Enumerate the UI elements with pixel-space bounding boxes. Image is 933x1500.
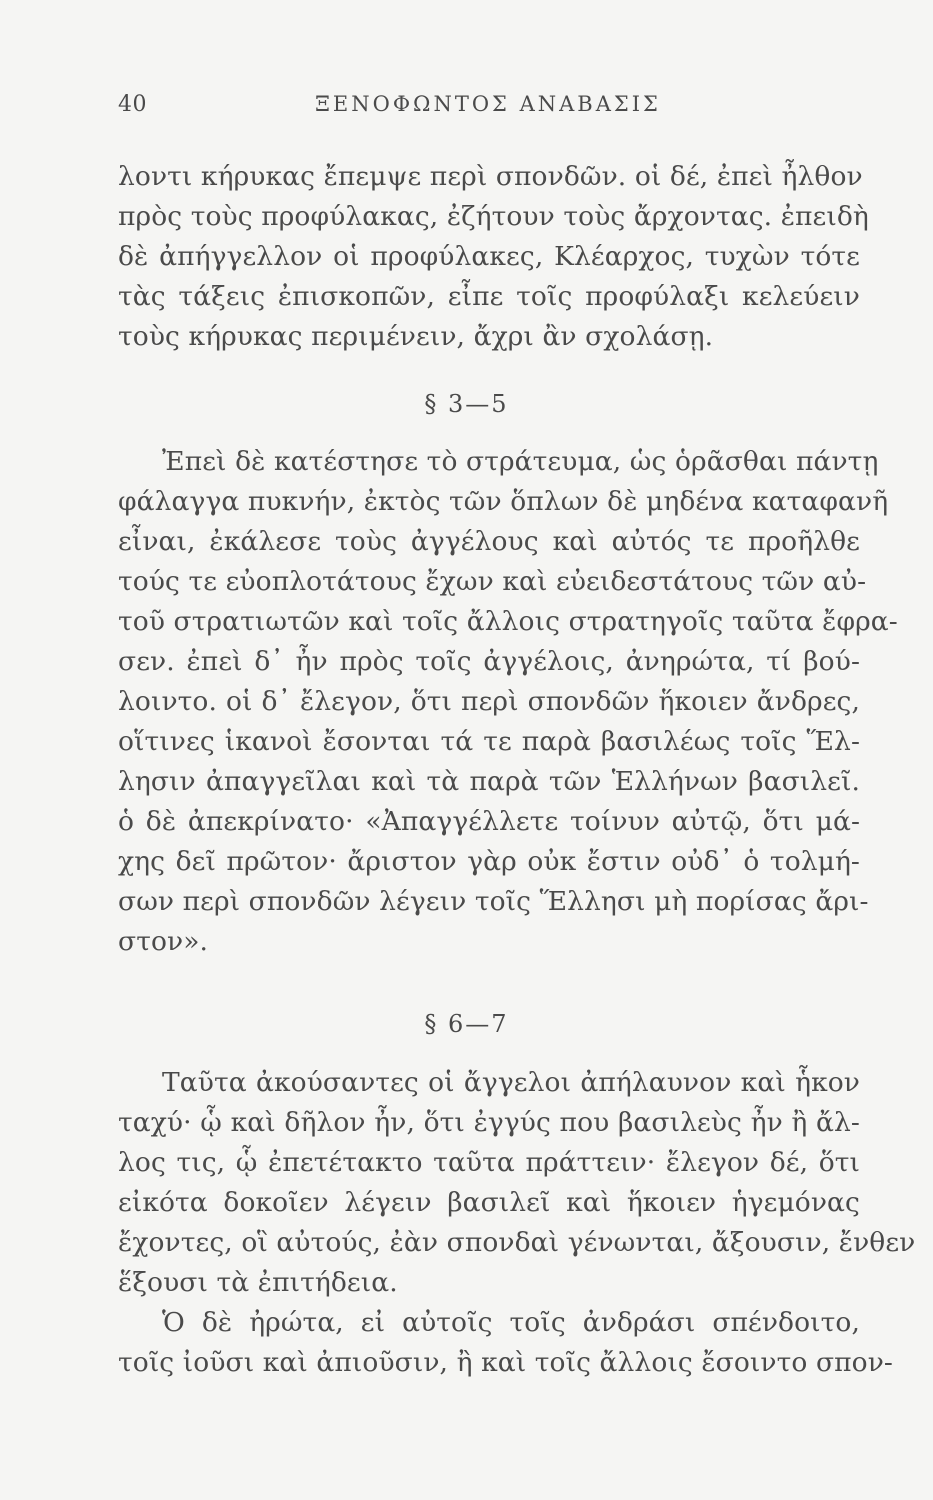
text-line: τοῖς ἰοῦσι καὶ ἀπιοῦσιν, ἢ καὶ τοῖς ἄλλοις ἔσοιντο σπον- [118,1347,893,1378]
text-line: ὁ δὲ ἀπεκρίνατο· «Ἀπαγγέλλετε τοίνυν αὐτῷ, ὅτι μά- [118,806,860,837]
running-title: ΞΕΝΟΦΩΝΤΟΣ ΑΝΑΒΑΣΙΣ [315,92,661,116]
text-line: ἕξουσι τὰ ἐπιτήδεια. [118,1267,398,1298]
text-line: ταχύ· ᾧ καὶ δῆλον ἦν, ὅτι ἐγγύς που βασιλεὺς ἦν ἢ ἄλ- [118,1107,860,1138]
section-heading: § 6—7 [424,1010,509,1038]
text-line: εἰκότα δοκοῖεν λέγειν βασιλεῖ καὶ ἥκοιεν ἡγεμόνας [118,1187,860,1218]
text-line: τοὺς κήρυκας περιμένειν, ἄχρι ἂν σχολάσῃ. [118,321,714,352]
text-line: Ταῦτα ἀκούσαντες οἱ ἄγγελοι ἀπήλαυνον καὶ ἧκον [162,1067,860,1098]
page-header [118,92,858,126]
paragraph-2 [118,442,898,962]
text-line: στον». [118,926,209,957]
text-line: Ἐπεὶ δὲ κατέστησε τὸ στράτευμα, ὡς ὁρᾶσθαι πάντῃ [162,446,879,477]
text-line: χης δεῖ πρῶτον· ἄριστον γὰρ οὐκ ἔστιν οὐδ᾽ ὁ τολμή- [118,846,860,877]
text-line: σεν. ἐπεὶ δ᾽ ἦν πρὸς τοῖς ἀγγέλοις, ἀνηρώτα, τί βού- [118,646,860,677]
text-line: λοντι κήρυκας ἔπεμψε περὶ σπονδῶν. οἱ δέ, ἐπεὶ ἦλθον [118,161,863,192]
text-line: φάλαγγα πυκνήν, ἐκτὸς τῶν ὅπλων δὲ μηδένα καταφανῆ [118,486,889,517]
text-line: λος τις, ᾧ ἐπετέτακτο ταῦτα πράττειν· ἔλεγον δέ, ὅτι [118,1147,860,1178]
section-heading: § 3—5 [424,390,509,418]
text-line: ἔχοντες, οἳ αὐτούς, ἐὰν σπονδαὶ γένωνται, ἄξουσιν, ἔνθεν [118,1227,916,1258]
text-line: τὰς τάξεις ἐπισκοπῶν, εἶπε τοῖς προφύλαξι κελεύειν [118,281,860,312]
paragraph-1 [118,157,869,357]
text-line: λησιν ἀπαγγεῖλαι καὶ τὰ παρὰ τῶν Ἑλλήνων βασιλεῖ. [118,766,860,797]
text-line: λοιντο. οἱ δ᾽ ἔλεγον, ὅτι περὶ σπονδῶν ἥκοιεν ἄνδρες, [118,686,860,717]
text-line: εἶναι, ἐκάλεσε τοὺς ἀγγέλους καὶ αὐτός τε προῆλθε [118,526,860,557]
text-line: δὲ ἀπήγγελλον οἱ προφύλακες, Κλέαρχος, τυχὼν τότε [118,241,860,272]
text-line: πρὸς τοὺς προφύλακας, ἐζήτουν τοὺς ἄρχοντας. ἐπειδὴ [118,201,869,232]
text-line: τοῦ στρατιωτῶν καὶ τοῖς ἄλλοις στρατηγοῖς ταῦτα ἔφρα- [118,606,898,637]
text-line: Ὁ δὲ ἠρώτα, εἰ αὐτοῖς τοῖς ἀνδράσι σπένδοιτο, [162,1307,860,1338]
page-number: 40 [118,92,147,117]
text-line: οἵτινες ἱκανοὶ ἔσονται τά τε παρὰ βασιλέως τοῖς Ἕλ- [118,726,860,757]
text-line: σων περὶ σπονδῶν λέγειν τοῖς Ἕλλησι μὴ πορίσας ἄρι- [118,886,869,917]
paragraph-3 [118,1063,916,1383]
text-line: τούς τε εὐοπλοτάτους ἔχων καὶ εὐειδεστάτους τῶν αὐ- [118,566,867,597]
